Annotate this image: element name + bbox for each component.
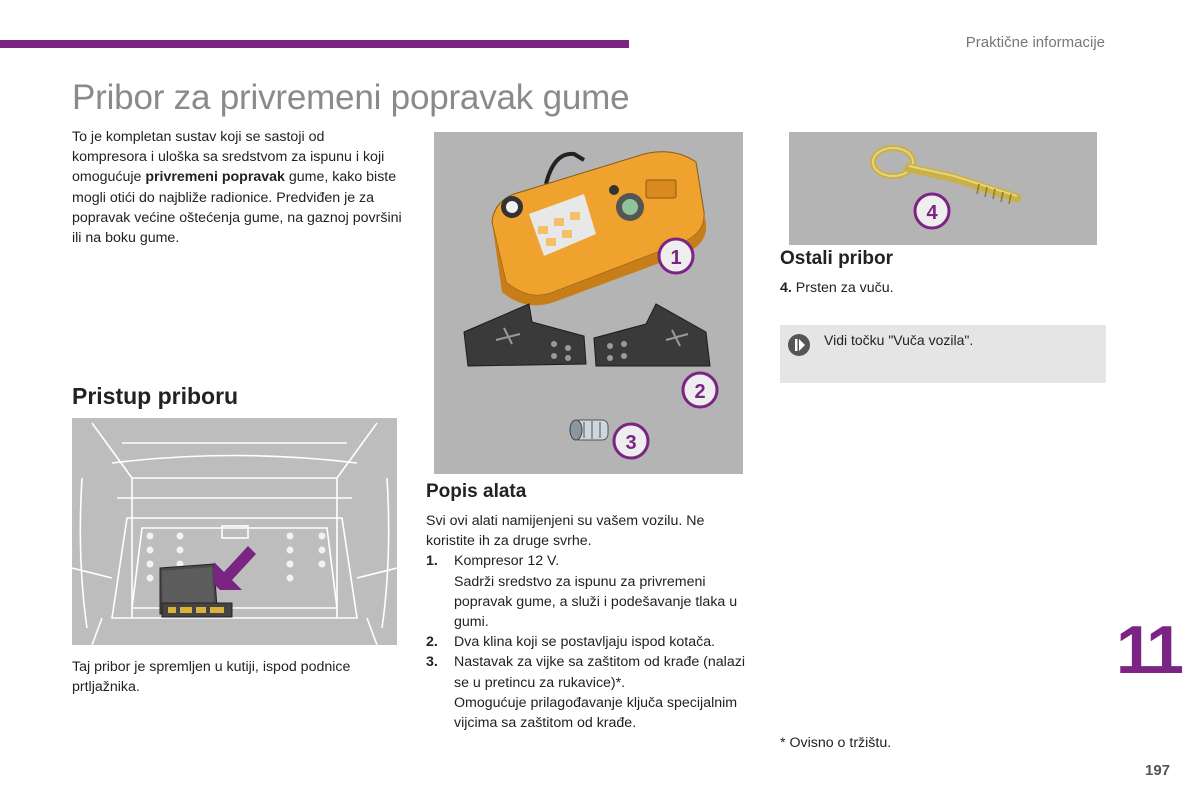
popis-heading: Popis alata — [426, 481, 527, 502]
popis-intro: Svi ovi alati namijenjeni su vašem vozilu. Ne koristite ih za druge svrhe. — [426, 513, 705, 550]
list-item-subtext: Omogućuje prilagođavanje ključa specijalnim vijcima sa zaštitom od krađe. — [454, 694, 738, 732]
towing-ring-illustration — [789, 132, 1097, 245]
intro-bold-text: privremeni popravak — [145, 169, 285, 186]
list-item-subtext: Sadrži sredstvo za ispunu za privremeni popravak gume, a služi i podešavanje tlaka u gumi. — [454, 573, 738, 631]
page-number: 197 — [1145, 762, 1171, 779]
list-item — [426, 652, 756, 733]
ostali-item — [780, 278, 894, 298]
cross-reference-note — [780, 325, 1106, 383]
footnote: * Ovisno o tržištu. — [780, 735, 892, 751]
popis-section — [426, 511, 756, 733]
section-label: Praktične informacije — [965, 34, 1105, 51]
callout-1: 1 — [670, 247, 682, 269]
ostali-heading: Ostali pribor — [780, 248, 893, 269]
chapter-number: 11 — [1116, 612, 1180, 688]
trunk-caption: Taj pribor je spremljen u kutiji, ispod podnice prtljažnika. — [72, 659, 351, 696]
list-item-number: 2. — [426, 634, 438, 651]
note-text: Vidi točku "Vuča vozila". — [824, 332, 974, 348]
intro-text-2: gume, kako biste mogli otići do najbliže radionice. Predviđen je za popravak većine oštećenja gume, na gaznoj površini ili na boku gume. — [72, 169, 402, 247]
tools-list — [426, 551, 756, 733]
intro-paragraph — [72, 127, 402, 248]
list-item-text: Kompresor 12 V. — [454, 553, 560, 570]
callout-2: 2 — [694, 381, 706, 403]
page-title: Pribor za privremeni popravak gume — [72, 78, 630, 117]
list-item-number: 1. — [426, 553, 438, 570]
list-item-number: 3. — [426, 654, 438, 671]
callout-3: 3 — [625, 432, 637, 454]
trunk-illustration — [72, 418, 397, 645]
list-item-text: Nastavak za vijke sa zaštitom od krađe (nalazi se u pretincu za rukavice)*. — [454, 654, 745, 691]
repair-kit-illustration — [434, 132, 743, 474]
list-item — [426, 632, 756, 652]
ostali-item-number: 4. — [780, 280, 792, 296]
list-item-text: Dva klina koji se postavljaju ispod kotača. — [454, 634, 716, 651]
header-accent-bar — [0, 40, 629, 48]
ostali-item-text: Prsten za vuču. — [795, 280, 894, 296]
callout-4: 4 — [926, 202, 938, 224]
intro-text-1: To je kompletan sustav koji se sastoji od kompresora i uloška sa sredstvom za ispunu i koji omogućuje — [72, 129, 385, 186]
pristup-heading: Pristup priboru — [72, 383, 239, 409]
list-item — [426, 551, 756, 632]
arrow-right-icon — [788, 334, 810, 356]
